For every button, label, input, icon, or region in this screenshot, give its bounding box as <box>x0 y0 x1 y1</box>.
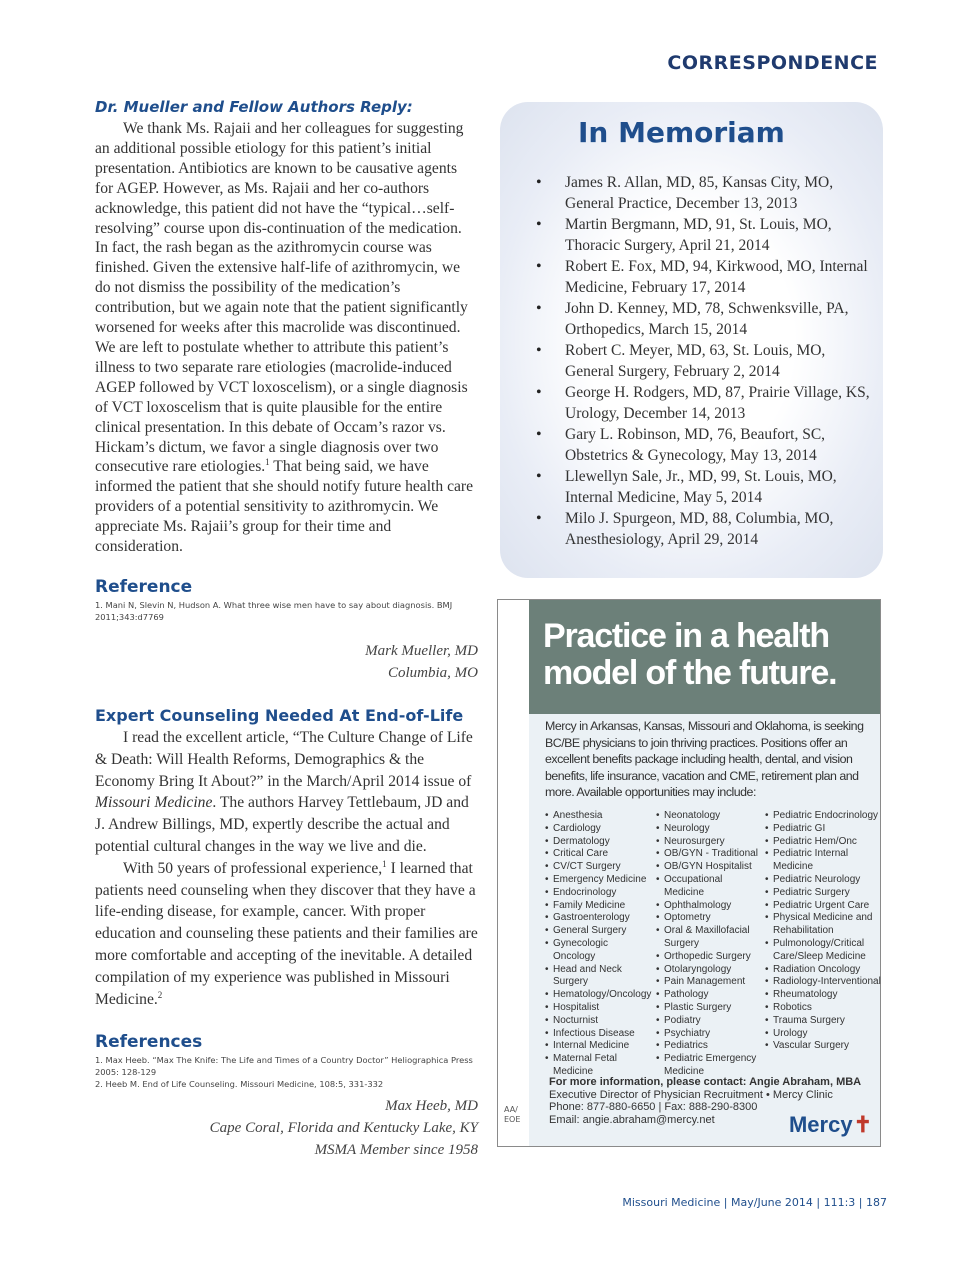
specialty-item: • Gynecologic Oncology <box>545 938 649 964</box>
letter-p2-text-a: With 50 years of professional experience, <box>123 859 383 877</box>
memoriam-entry: • James R. Allan, MD, 85, Kansas City, MO, General Practice, December 13, 2013 <box>536 172 878 214</box>
contact-phone: Phone: 877-880-6650 | Fax: 888-290-8300 <box>549 1101 758 1113</box>
signature-location: Cape Coral, Florida and Kentucky Lake, KY <box>209 1120 478 1137</box>
reply-body <box>95 119 478 557</box>
specialty-item: • Emergency Medicine <box>545 874 649 887</box>
memoriam-list <box>536 172 878 550</box>
specialty-item: • Pediatric Hem/Onc <box>765 836 883 849</box>
reference-item: 1. Max Heeb. “Max The Knife: The Life and Times of a Country Doctor” Heliographica Press 2005: 128-129 <box>95 1055 473 1078</box>
letter-p1-text-b: . The authors Harvey Tettlebaum, JD and J. Andrew Billings, MD, expertly describe the actual and potential cultural changes in the way we live and die. <box>95 794 469 855</box>
letter-heading: Expert Counseling Needed At End-of-Life <box>95 705 464 725</box>
eoe-line-2: EOE <box>504 1115 521 1124</box>
specialty-item: • Pediatric Emergency Medicine <box>656 1053 762 1079</box>
specialty-item: • Gastroenterology <box>545 912 649 925</box>
specialty-item: • Trauma Surgery <box>765 1015 883 1028</box>
specialty-item: • Nocturnist <box>545 1015 649 1028</box>
specialty-item: • Dermatology <box>545 836 649 849</box>
specialty-item: • Pathology <box>656 989 762 1002</box>
specialty-item: • Head and Neck Surgery <box>545 964 649 990</box>
specialty-item: • Hematology/Oncology <box>545 989 649 1002</box>
letter-p2-text-b: I learned that patients need counseling when they discover that they have a life-ending disease, for example, cancer. With proper education and counseling these patients and their families are more comfortable and accepting of the inevitable. A detailed compilation of my experience was published in Missouri Medicine. <box>95 859 478 1008</box>
specialty-item: • Endocrinology <box>545 887 649 900</box>
specialty-item: • Podiatry <box>656 1015 762 1028</box>
signature-membership: MSMA Member since 1958 <box>314 1142 478 1159</box>
reply-footnote: 1 <box>265 457 270 468</box>
signature-location: Columbia, MO <box>388 664 478 681</box>
specialty-item: • Radiology-Interventional <box>765 976 883 989</box>
mercy-advertisement <box>497 599 881 1147</box>
specialty-item: • Neurology <box>656 823 762 836</box>
specialty-item: • Ophthalmology <box>656 900 762 913</box>
specialty-item: • Neurosurgery <box>656 836 762 849</box>
specialty-item: • Otolaryngology <box>656 964 762 977</box>
memoriam-entry: • Gary L. Robinson, MD, 76, Beaufort, SC, Obstetrics & Gynecology, May 13, 2014 <box>536 424 878 466</box>
contact-email[interactable]: Email: angie.abraham@mercy.net <box>549 1113 715 1126</box>
specialty-item: • Pain Management <box>656 976 762 989</box>
specialty-item: • Urology <box>765 1028 883 1041</box>
specialty-item: • Pediatric Internal Medicine <box>765 848 883 874</box>
specialty-item: • Anesthesia <box>545 810 649 823</box>
letter-footnote-2: 2 <box>157 989 163 1000</box>
specialty-item: • Neonatology <box>656 810 762 823</box>
specialty-item: • Plastic Surgery <box>656 1002 762 1015</box>
ad-headline-line-1: Practice in a health <box>543 617 829 655</box>
specialty-item: • Pulmonology/Critical Care/Sleep Medicine <box>765 938 883 964</box>
letter-p1-text-a: I read the excellent article, “The Culture Change of Life & Death: Will Health Reforms, Demographics & the Economy Bring It About?” in the March/April 2014 issue of <box>95 728 473 790</box>
contact-title: Executive Director of Physician Recruitment • Mercy Clinic <box>549 1088 833 1101</box>
reply-text-b: That being said, we have informed the patient that she should notify future health care providers of a potential sensitivity to azithromycin. We appreciate Ms. Rajaii’s group for their time and consideration. <box>95 458 474 556</box>
ad-headline-banner <box>529 600 880 714</box>
memoriam-entry: • Martin Bergmann, MD, 91, St. Louis, MO, Thoracic Surgery, April 21, 2014 <box>536 214 878 256</box>
memoriam-entry: • George H. Rodgers, MD, 87, Prairie Village, KS, Urology, December 14, 2013 <box>536 382 878 424</box>
specialty-item: • Internal Medicine <box>545 1040 649 1053</box>
memoriam-entry: • Robert C. Meyer, MD, 63, St. Louis, MO, General Surgery, February 2, 2014 <box>536 340 878 382</box>
specialty-item: • Radiation Oncology <box>765 964 883 977</box>
memoriam-box <box>500 102 883 578</box>
signature-name: Max Heeb, MD <box>385 1098 478 1115</box>
specialty-item: • Robotics <box>765 1002 883 1015</box>
memoriam-title: In Memoriam <box>578 116 785 149</box>
specialty-item: • Cardiology <box>545 823 649 836</box>
reference-item: 1. Mani N, Slevin N, Hudson A. What three wise men have to say about diagnosis. BMJ 2011;343:d7769 <box>95 599 453 622</box>
references-heading: References <box>95 1032 203 1053</box>
specialty-item: • Physical Medicine and Rehabilitation <box>765 912 883 938</box>
specialty-item: • Pediatric Neurology <box>765 874 883 887</box>
specialty-column-3 <box>765 810 883 1053</box>
reference-list <box>95 599 478 623</box>
left-column <box>95 98 478 1161</box>
ad-intro: Mercy in Arkansas, Kansas, Missouri and Oklahoma, is seeking BC/BE physicians to join thriving practices. Positions offer an excellent benefits package including health, dental, and vision benefits, life insurance, vacation and CME, retirement plan and more. Available opportunities may include: <box>545 719 864 799</box>
specialty-item: • Infectious Disease <box>545 1028 649 1041</box>
memoriam-entry: • Milo J. Spurgeon, MD, 88, Columbia, MO, Anesthesiology, April 29, 2014 <box>536 508 878 550</box>
specialty-item: • OB/GYN Hospitalist <box>656 861 762 874</box>
specialty-column-1 <box>545 810 652 1079</box>
specialty-item: • Pediatric Endocrinology <box>765 810 883 823</box>
specialty-item: • Orthopedic Surgery <box>656 951 762 964</box>
eoe-label <box>504 1105 520 1125</box>
section-label: CORRESPONDENCE <box>667 52 878 74</box>
mercy-logo-text: Mercy <box>788 1112 853 1137</box>
letter-paragraph-1 <box>95 727 478 858</box>
specialty-item: • Family Medicine <box>545 900 649 913</box>
specialty-item: • Pediatrics <box>656 1040 762 1053</box>
letter-paragraph-2 <box>95 858 478 1011</box>
specialty-column-2 <box>656 810 762 1079</box>
letter-footnote-1: 1 <box>382 858 387 869</box>
references-list <box>95 1054 478 1090</box>
memoriam-entry: • John D. Kenney, MD, 78, Schwenksville, PA, Orthopedics, March 15, 2014 <box>536 298 878 340</box>
contact-heading: For more information, please contact: Angie Abraham, MBA <box>549 1076 862 1088</box>
specialty-item: • Oral & Maxillofacial Surgery <box>656 925 762 951</box>
reply-text-a: We thank Ms. Rajaii and her colleagues for suggesting an additional possible etiology for this patient’s initial presentation. Antibiotics are known to be causative agents for AGEP. However, as Ms. Rajaii and her co-authors acknowledge, this patient did not have the “typical…self-resolving” course upon dis-continuation of the medication. In fact, the rash began as the azithromycin course was finished. Given the extensive half-life of azithromycin, we do not dismiss the possibility of the medication’s contribution, but we again note that the patient significantly worsened for weeks after this macrolide was discontinued. We are left to postulate whether to attribute this patient’s illness to two separate rare etiologies (macrolide-induced AGEP followed by VCT loxoscelism), or a single diagnosis of VCT loxoscelism that is quite plausible for the entire clinical presentation. In this debate of Occam’s razor vs. Hickam’s dictum, we favor a single diagnosis over two consecutive rare etiologies. <box>95 120 468 476</box>
specialty-item: • Vascular Surgery <box>765 1040 883 1053</box>
specialty-item: • OB/GYN - Traditional <box>656 848 762 861</box>
specialty-item: • Rheumatology <box>765 989 883 1002</box>
eoe-line-1: AA/ <box>504 1105 518 1114</box>
letter-body <box>95 727 478 1010</box>
specialty-item: • Occupational Medicine <box>656 874 762 900</box>
specialty-item: • Pediatric Urgent Care <box>765 900 883 913</box>
reference-item: 2. Heeb M. End of Life Counseling. Missouri Medicine, 108:5, 331-332 <box>95 1079 384 1090</box>
page-footer: Missouri Medicine | May/June 2014 | 111:3 | 187 <box>622 1196 887 1209</box>
reply-heading: Dr. Mueller and Fellow Authors Reply: <box>95 98 413 116</box>
journal-name: Missouri Medicine <box>95 794 213 812</box>
specialty-item: • CV/CT Surgery <box>545 861 649 874</box>
specialty-item: • General Surgery <box>545 925 649 938</box>
mercy-logo <box>789 1112 872 1138</box>
memoriam-entry: • Robert E. Fox, MD, 94, Kirkwood, MO, Internal Medicine, February 17, 2014 <box>536 256 878 298</box>
signature-mueller <box>95 640 478 684</box>
ad-body <box>529 714 880 1146</box>
ad-side-strip <box>498 600 529 1146</box>
specialty-item: • Maternal Fetal Medicine <box>545 1053 649 1079</box>
specialty-item: • Pediatric GI <box>765 823 883 836</box>
specialty-item: • Pediatric Surgery <box>765 887 883 900</box>
reference-heading: Reference <box>95 576 193 597</box>
cross-icon: ✝ <box>853 1112 872 1137</box>
specialty-item: • Optometry <box>656 912 762 925</box>
ad-headline-line-2: model of the future. <box>543 654 837 692</box>
signature-name: Mark Mueller, MD <box>365 642 478 659</box>
ad-headline <box>543 618 836 692</box>
specialty-item: • Psychiatry <box>656 1028 762 1041</box>
specialty-item: • Critical Care <box>545 848 649 861</box>
memoriam-entry: • Llewellyn Sale, Jr., MD, 99, St. Louis, MO, Internal Medicine, May 5, 2014 <box>536 466 878 508</box>
specialty-item: • Hospitalist <box>545 1002 649 1015</box>
signature-heeb <box>95 1095 478 1161</box>
